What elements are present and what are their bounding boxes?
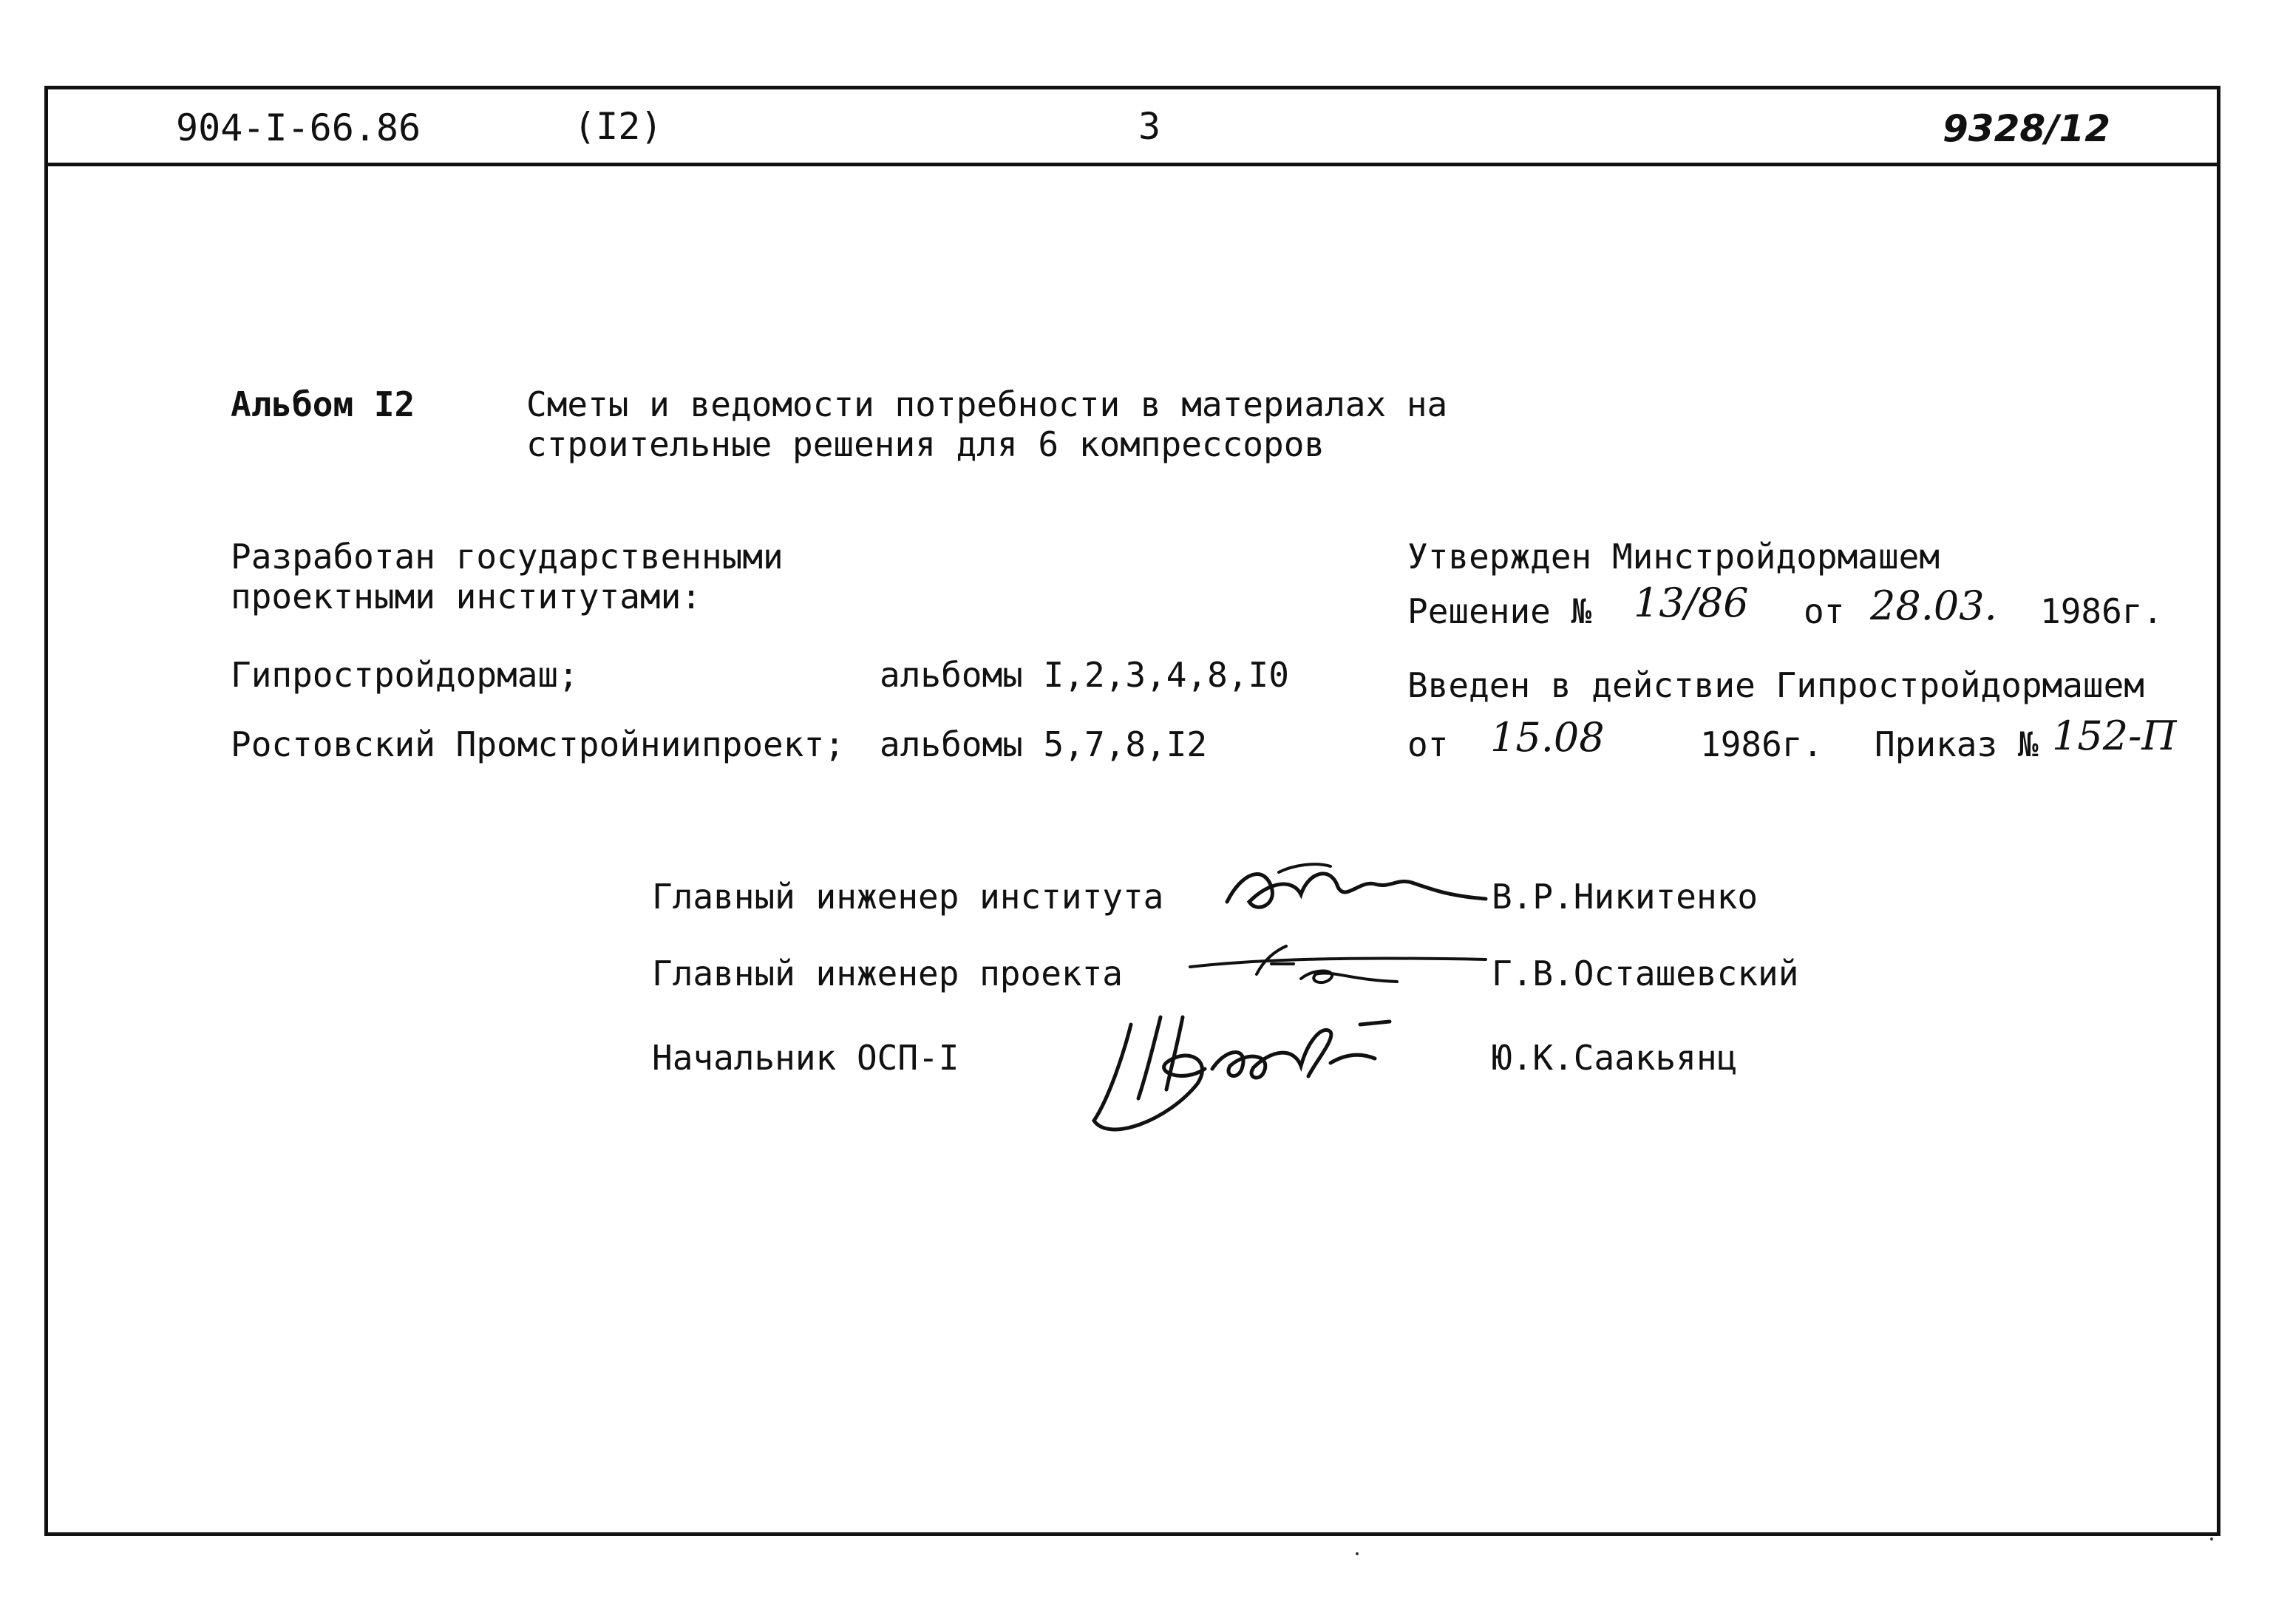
signatory-position: Начальник ОСП-I [652, 1038, 959, 1078]
signatory-position: Главный инженер института [652, 877, 1164, 917]
signatory-name: Г.В.Осташевский [1492, 954, 1799, 993]
signatory-name: В.Р.Никитенко [1492, 877, 1758, 917]
developers-intro-line-2: проектными институтами: [231, 577, 701, 616]
decision-from-label: от [1804, 591, 1845, 631]
developers-intro-line-1: Разработан государственными [231, 537, 784, 577]
page-frame [44, 86, 2220, 1536]
institute-name: Ростовский Промстройниипроект; [231, 724, 845, 764]
enacted-date: 15.08 [1490, 714, 1605, 761]
institute-albums: альбомы 5,7,8,I2 [880, 724, 1208, 764]
approved-by: Утвержден Минстройдормашем [1407, 537, 1940, 577]
enacted-line: Введен в действие Гипростройдормашем [1407, 665, 2144, 705]
signature-2-icon [1183, 937, 1508, 996]
decision-date: 28.03. [1870, 582, 1997, 629]
album-label: Альбом I2 [231, 384, 415, 424]
decision-label: Решение № [1407, 591, 1592, 631]
order-number: 152-П [2052, 713, 2177, 759]
decision-year: 1986г. [2040, 591, 2164, 631]
page-number: 3 [1138, 105, 1161, 148]
scan-speck [2210, 1538, 2213, 1540]
header-divider [44, 163, 2220, 166]
album-title-line-2: строительные решения для 6 компрессоров [526, 424, 1325, 464]
order-label: Приказ № [1875, 724, 2039, 764]
enacted-from-label: от [1407, 724, 1449, 764]
signatory-name: Ю.К.Саакьянц [1492, 1038, 1738, 1078]
institute-name: Гипростройдормаш; [231, 655, 579, 695]
signature-1-icon [1212, 850, 1501, 931]
album-title-line-1: Сметы и ведомости потребности в материалах на [526, 384, 1448, 424]
scan-speck [1356, 1552, 1359, 1555]
decision-number: 13/86 [1634, 580, 1749, 626]
signatory-position: Главный инженер проекта [652, 954, 1123, 993]
enacted-year: 1986г. [1700, 724, 1824, 764]
institute-albums: альбомы I,2,3,4,8,I0 [880, 655, 1289, 695]
album-ref: (I2) [574, 105, 663, 148]
doc-code: 904-I-66.86 [176, 106, 421, 149]
signature-3-icon [1079, 995, 1464, 1143]
inventory-number: 9328/12 [1943, 107, 2111, 150]
